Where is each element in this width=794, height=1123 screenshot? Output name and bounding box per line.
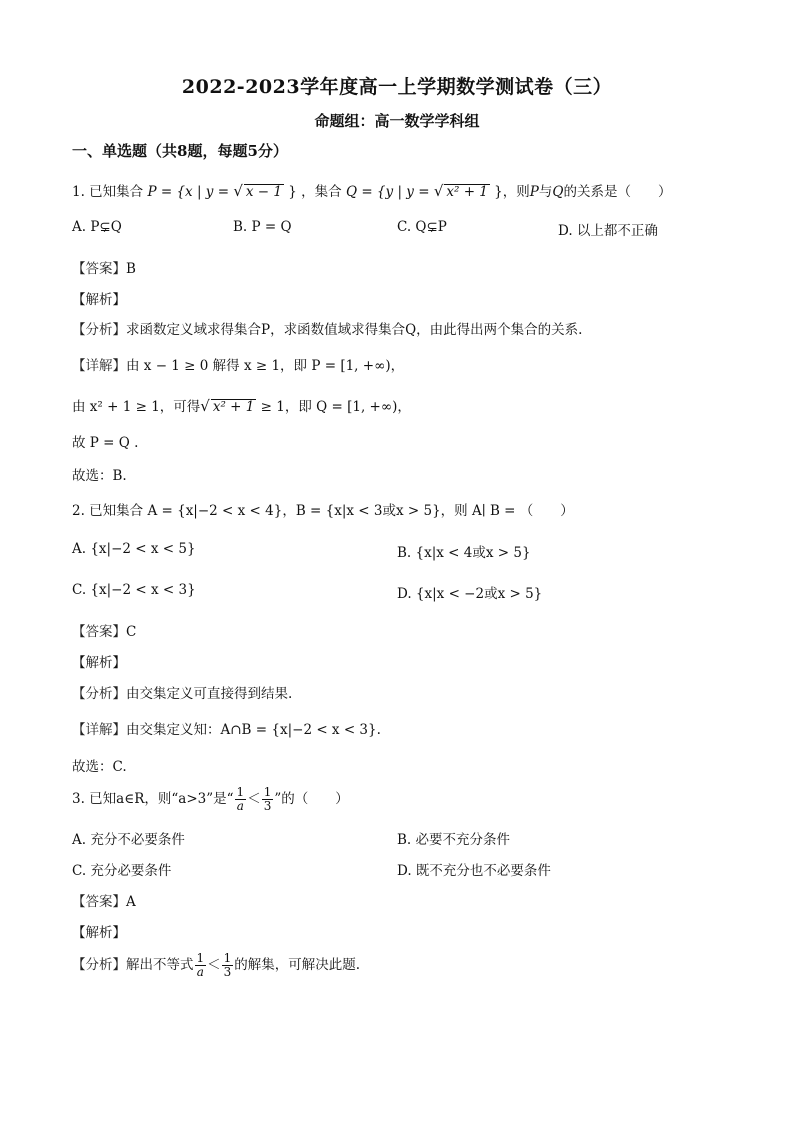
q2-option-a: A. {x|−2 < x < 5} [72, 541, 196, 557]
q3-answer-value: A [126, 894, 136, 910]
q3-fenxi [72, 952, 360, 979]
q1-option-b: B. P = Q [233, 219, 292, 235]
q1-set-p-close: } [283, 184, 297, 200]
q1-option-c: C. Q⊊P [397, 219, 447, 235]
q3-fenxi-fraction-1-over-a [195, 952, 207, 979]
fenxi-tag: 【分析】 [72, 686, 126, 702]
q3-option-c: C. 充分必要条件 [72, 863, 172, 879]
q3-fenxi-b: 的解集，可解决此题. [234, 957, 361, 973]
q1-detail-1-text: 由 x − 1 ≥ 0 解得 x ≥ 1，即 P = [1, +∞)， [126, 358, 405, 374]
q2-option-d: D. {x|x < −2或x > 5} [397, 586, 543, 602]
answer-tag: 【答案】 [72, 624, 126, 640]
q2-answer-value: C [126, 624, 137, 640]
q3-stem-b: ”的（ ） [274, 791, 349, 807]
frac-numerator: 1 [263, 785, 272, 799]
radical-sign: √ [200, 397, 210, 415]
q1-analysis-tag: 【解析】 [72, 292, 126, 308]
q1-set-q-open: Q = {y | y = [345, 184, 434, 200]
q1-detail-3: 故 P = Q . [72, 435, 139, 451]
q1-p-symbol: P [529, 184, 539, 200]
exam-subtitle: 命题组：高一数学学科组 [314, 112, 480, 130]
fenxi-tag: 【分析】 [72, 322, 126, 338]
q1-detail-1 [72, 354, 404, 374]
q2-fenxi [72, 682, 292, 702]
q1-set-p-open: P = {x | y = [147, 184, 234, 200]
q1-detail-2-radicand: x² + 1 [212, 399, 255, 415]
q1-stem [72, 180, 671, 200]
q1-q-symbol: Q [552, 184, 564, 200]
q2-analysis-tag: 【解析】 [72, 655, 126, 671]
q1-answer [72, 257, 136, 277]
q1-detail-2 [72, 395, 411, 415]
frac-numerator: 1 [223, 951, 232, 965]
q1-stem-a: 1. 已知集合 [72, 184, 144, 200]
q1-stem-c: ，则 [502, 184, 530, 200]
frac-denominator: 3 [263, 799, 272, 813]
q3-answer [72, 890, 136, 910]
q1-stem-d: 的关系是（ ） [563, 184, 672, 200]
q2-option-c: C. {x|−2 < x < 3} [72, 582, 196, 598]
q3-fraction-1-over-a [235, 786, 247, 813]
q1-choose: 故选：B. [72, 468, 127, 484]
q1-set-q-radicand: x² + 1 [446, 184, 488, 200]
q1-stem-b: ，集合 [301, 184, 342, 200]
q3-fenxi-a: 解出不等式 [126, 957, 194, 973]
section-heading: 一、单选题（共8题，每题5分） [72, 142, 288, 160]
q1-set-q-close: } [489, 184, 503, 200]
answer-tag: 【答案】 [72, 261, 126, 277]
frac-numerator: 1 [236, 785, 245, 799]
exam-title: 2022-2023学年度高一上学期数学测试卷（三） [181, 76, 613, 98]
q1-yu: 与 [538, 184, 553, 200]
q1-set-p-radicand: x − 1 [245, 184, 282, 200]
detail-tag: 【详解】 [72, 722, 126, 738]
frac-numerator: 1 [196, 951, 205, 965]
q1-detail-2b: ≥ 1，即 Q = [1, +∞)， [256, 399, 411, 415]
q2-fenxi-text: 由交集定义可直接得到结果. [126, 686, 293, 702]
fenxi-tag: 【分析】 [72, 957, 126, 973]
radical-sign: √ [233, 182, 243, 200]
q2-option-b: B. {x|x < 4或x > 5} [397, 545, 531, 561]
q2-answer [72, 620, 136, 640]
q3-option-d: D. 既不充分也不必要条件 [397, 863, 551, 879]
q3-option-a: A. 充分不必要条件 [72, 832, 185, 848]
less-than: ＜ [247, 791, 261, 807]
q1-answer-value: B [126, 261, 136, 277]
q3-stem [72, 786, 349, 813]
q1-option-d: D. 以上都不正确 [558, 223, 658, 239]
q2-detail-text: 由交集定义知：A∩B = {x|−2 < x < 3}. [126, 722, 381, 738]
q1-fenxi [72, 318, 582, 338]
answer-tag: 【答案】 [72, 894, 126, 910]
frac-denominator: 3 [223, 965, 232, 979]
q1-fenxi-text: 求函数定义域求得集合P，求函数值域求得集合Q，由此得出两个集合的关系. [126, 322, 583, 338]
q3-fenxi-fraction-1-over-3 [222, 952, 234, 979]
radical-sign: √ [433, 182, 444, 200]
q2-choose: 故选：C. [72, 759, 127, 775]
frac-denominator: a [236, 799, 244, 813]
q3-fraction-1-over-3 [262, 786, 274, 813]
q3-option-b: B. 必要不充分条件 [397, 832, 511, 848]
less-than: ＜ [207, 957, 221, 973]
q1-option-a: A. P⊊Q [72, 219, 122, 235]
detail-tag: 【详解】 [72, 358, 126, 374]
q2-stem: 2. 已知集合 A = {x|−2 < x < 4}，B = {x|x < 3或x > 5}，则 A∣ B = （ ） [72, 503, 574, 519]
q3-analysis-tag: 【解析】 [72, 925, 126, 941]
q2-detail [72, 718, 381, 738]
q1-detail-2a: 由 x² + 1 ≥ 1，可得 [72, 399, 201, 415]
q3-stem-a: 3. 已知a∈R，则“a>3”是“ [72, 791, 234, 807]
frac-denominator: a [196, 965, 204, 979]
